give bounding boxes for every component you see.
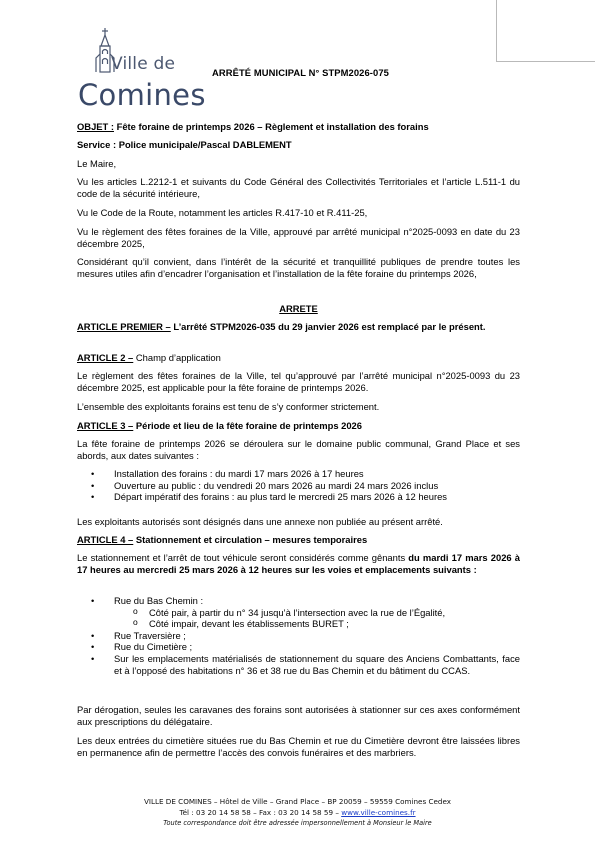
article-4-label: ARTICLE 4 – xyxy=(77,534,134,545)
article-3-paragraph-2: Les exploitants autorisés sont désignés dans une annexe non publiée au présent arrêté. xyxy=(77,516,443,527)
sub-list-item: o Côté pair, à partir du n° 34 jusqu’à l’intersection avec la rue de l’Égalité, xyxy=(77,607,520,619)
article-3-dates-list xyxy=(77,468,520,503)
article-2-paragraph-1: Le règlement des fêtes foraines de la Ville, tel qu’approuvé par l’arrêté municipal n°2025-0093 du 23 décembre 2025, est applicable pour la fête foraine de printemps 2026. xyxy=(77,370,520,393)
article-3-title: Période et lieu de la fête foraine de printemps 2026 xyxy=(133,420,362,431)
objet-text: Fête foraine de printemps 2026 – Règlement et installation des forains xyxy=(113,121,429,132)
footer-phone-fax: Tél : 03 20 14 58 58 – Fax : 03 20 14 58 59 – xyxy=(179,807,342,817)
article-4-paragraph-2: Par dérogation, seules les caravanes des forains sont autorisées à stationner sur ces axes conformément aux prescriptions du délégataire. xyxy=(77,704,520,727)
article-4-p1-period: du mardi 17 mars 2026 à 17 heures au mercredi 25 mars 2026 à 12 heures xyxy=(77,552,520,575)
vu-reglement: Vu le règlement des fêtes foraines de la Ville, approuvé par arrêté municipal n°2025-0093 en date du 23 décembre 2025, xyxy=(77,226,520,249)
article-2-title: Champ d’application xyxy=(133,352,221,363)
article-4-paragraph-1 xyxy=(77,552,520,575)
footer xyxy=(0,797,595,829)
objet-line xyxy=(77,121,520,133)
article-4-streets-list xyxy=(77,595,520,676)
list-item: • Rue Traversière ; xyxy=(77,630,520,642)
article-1-text: L’arrêté STPM2026-035 du 29 janvier 2026 est remplacé par le présent. xyxy=(170,321,486,332)
city-logo xyxy=(78,26,206,112)
stamp-box xyxy=(496,0,595,62)
decree-title: ARRÊTÉ MUNICIPAL N° STPM2026-075 xyxy=(212,67,389,78)
footer-contact xyxy=(0,808,595,819)
article-4-p1-start: Le stationnement et l’arrêt de tout véhicule seront considérés comme gênants xyxy=(77,552,409,563)
considerant: Considérant qu’il convient, dans l’intérêt de la sécurité et tranquillité publiques de prendre toutes les mesures utiles afin d’encadrer l’organisation et l’installation de la fête foraine du printemps 2026, xyxy=(77,256,520,279)
street-bas-chemin: Rue du Bas Chemin : xyxy=(114,595,204,606)
list-item: • Rue du Cimetière ; xyxy=(77,641,520,653)
le-maire: Le Maire, xyxy=(77,158,117,169)
objet-label: OBJET : xyxy=(77,121,114,132)
list-item: • Installation des forains : du mardi 17 mars 2026 à 17 heures xyxy=(77,468,520,480)
list-item: • Sur les emplacements matérialisés de stationnement du square des Anciens Combattants, face et à l’opposé des habitations n° 36 et 38 rue du Bas Chemin et du bâtiment du CCAS. xyxy=(77,653,520,676)
website-link[interactable]: www.ville-comines.fr xyxy=(341,807,416,817)
list-item: • Départ impératif des forains : au plus tard le mercredi 25 mars 2026 à 12 heures xyxy=(77,491,520,503)
list-item: • Ouverture au public : du vendredi 20 mars 2026 au mardi 24 mars 2026 inclus xyxy=(77,480,520,492)
article-4-paragraph-3: Les deux entrées du cimetière situées rue du Bas Chemin et rue du Cimetière devront être laissées libres en permanence afin de permettre l’accès des convois funéraires et des marbriers. xyxy=(77,735,520,758)
article-2-label: ARTICLE 2 – xyxy=(77,352,134,363)
sub-list-item: o Côté impair, devant les établissements BURET ; xyxy=(77,618,520,630)
footer-address: VILLE DE COMINES – Hôtel de Ville – Grand Place – BP 20059 – 59559 Comines Cedex xyxy=(143,797,452,806)
vu-code-route: Vu le Code de la Route, notamment les articles R.417-10 et R.411-25, xyxy=(77,207,368,218)
article-1-label: ARTICLE PREMIER – xyxy=(77,321,171,332)
article-4-p1-end: sur les voies et emplacements suivants : xyxy=(292,563,477,575)
article-1 xyxy=(77,321,520,333)
article-3-label: ARTICLE 3 – xyxy=(77,420,134,431)
article-4-heading xyxy=(77,534,520,546)
list-item xyxy=(77,595,520,630)
article-2-heading xyxy=(77,352,520,364)
arrete-heading: ARRETE xyxy=(279,303,318,314)
article-4-title: Stationnement et circulation – mesures temporaires xyxy=(133,534,368,545)
vu-cgct: Vu les articles L.2212-1 et suivants du Code Général des Collectivités Territoriales et l’article L.511-1 du code de la sécurité intérieure, xyxy=(77,176,520,199)
article-2-paragraph-2: L’ensemble des exploitants forains est tenu de s’y conformer strictement. xyxy=(77,401,380,412)
footer-notice: Toute correspondance doit être adressée impersonnellement à Monsieur le Maire xyxy=(163,819,432,827)
article-3-paragraph-1: La fête foraine de printemps 2026 se déroulera sur le domaine public communal, Grand Place et ses abords, aux dates suivantes : xyxy=(77,438,520,461)
service-line: Service : Police municipale/Pascal DABLEMENT xyxy=(77,139,292,150)
article-3-heading xyxy=(77,420,520,432)
logo-ville-de: Ville de xyxy=(111,54,176,74)
logo-comines: Comines xyxy=(78,78,206,112)
